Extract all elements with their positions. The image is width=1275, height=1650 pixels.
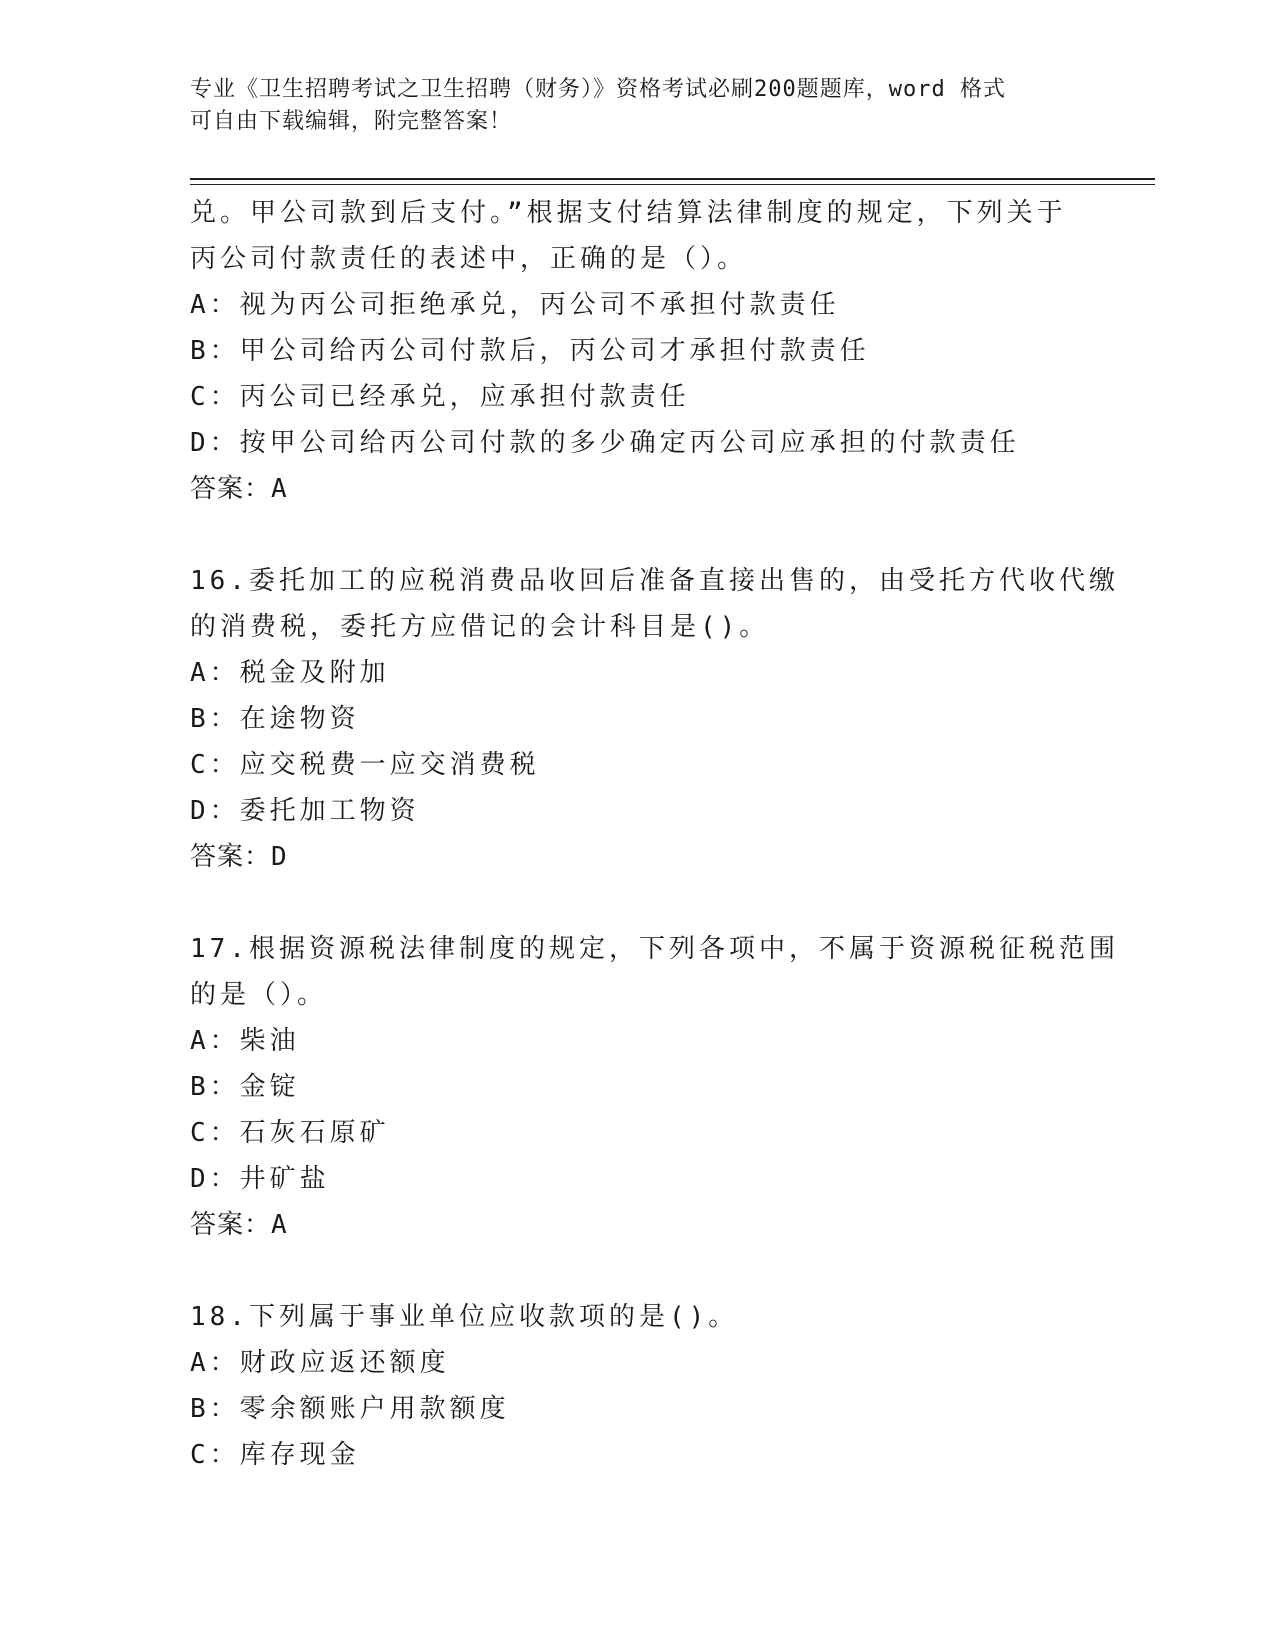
option-c: C：应交税费一应交消费税: [190, 750, 540, 780]
question-stem-line: 16.委托加工的应税消费品收回后准备直接出售的，由受托方代收代缴: [190, 566, 1119, 596]
answer-line: [190, 1202, 1090, 1248]
option-d: D：委托加工物资: [190, 796, 420, 826]
header-title-line-2: 可自由下载编辑，附完整答案！: [190, 109, 513, 134]
question-content: [190, 190, 1119, 1478]
question-stem-line: 17.根据资源税法律制度的规定，下列各项中，不属于资源税征税范围: [190, 934, 1119, 964]
document-header: [190, 74, 1090, 138]
question-stem-line: 的是（）。: [190, 980, 328, 1010]
answer-value: A: [271, 1210, 288, 1240]
option-a: A：柴油: [190, 1026, 300, 1056]
option-b: B：甲公司给丙公司付款后，丙公司才承担付款责任: [190, 336, 870, 366]
option-b: B：金锭: [190, 1072, 300, 1102]
question-stem-line: 18.下列属于事业单位应收款项的是()。: [190, 1302, 739, 1332]
question-stem-line: 的消费税，委托方应借记的会计科目是()。: [190, 612, 770, 642]
answer-label: 答案：: [190, 842, 272, 872]
question-16: [190, 558, 1119, 880]
option-d: D：按甲公司给丙公司付款的多少确定丙公司应承担的付款责任: [190, 428, 1020, 458]
spacer: [190, 1248, 1090, 1294]
option-c: C：库存现金: [190, 1440, 360, 1470]
option-c: C：石灰石原矿: [190, 1118, 390, 1148]
spacer: [190, 512, 1090, 558]
header-title-line-1: 专业《卫生招聘考试之卫生招聘（财务）》资格考试必刷200题题库，word 格式: [190, 77, 1006, 102]
option-d: D：井矿盐: [190, 1164, 330, 1194]
question-15-continuation: [190, 190, 1090, 512]
option-c: C：丙公司已经承兑，应承担付款责任: [190, 382, 690, 412]
option-a: A：税金及附加: [190, 658, 390, 688]
question-stem-line: 兑。甲公司款到后支付。”根据支付结算法律制度的规定，下列关于: [190, 198, 1067, 228]
option-a: A：视为丙公司拒绝承兑，丙公司不承担付款责任: [190, 290, 840, 320]
header-divider-thin: [190, 184, 1155, 185]
answer-value: D: [271, 842, 288, 872]
answer-line: [190, 466, 1090, 512]
answer-label: 答案：: [190, 1210, 272, 1240]
option-b: B：在途物资: [190, 704, 360, 734]
header-divider-thick: [190, 178, 1155, 180]
option-b: B：零余额账户用款额度: [190, 1394, 510, 1424]
answer-line: [190, 834, 1090, 880]
spacer: [190, 880, 1090, 926]
question-18: [190, 1294, 1090, 1478]
question-stem-line: 丙公司付款责任的表述中，正确的是（）。: [190, 244, 748, 274]
question-17: [190, 926, 1119, 1248]
answer-value: A: [271, 474, 288, 504]
option-a: A：财政应返还额度: [190, 1348, 450, 1378]
answer-label: 答案：: [190, 474, 272, 504]
